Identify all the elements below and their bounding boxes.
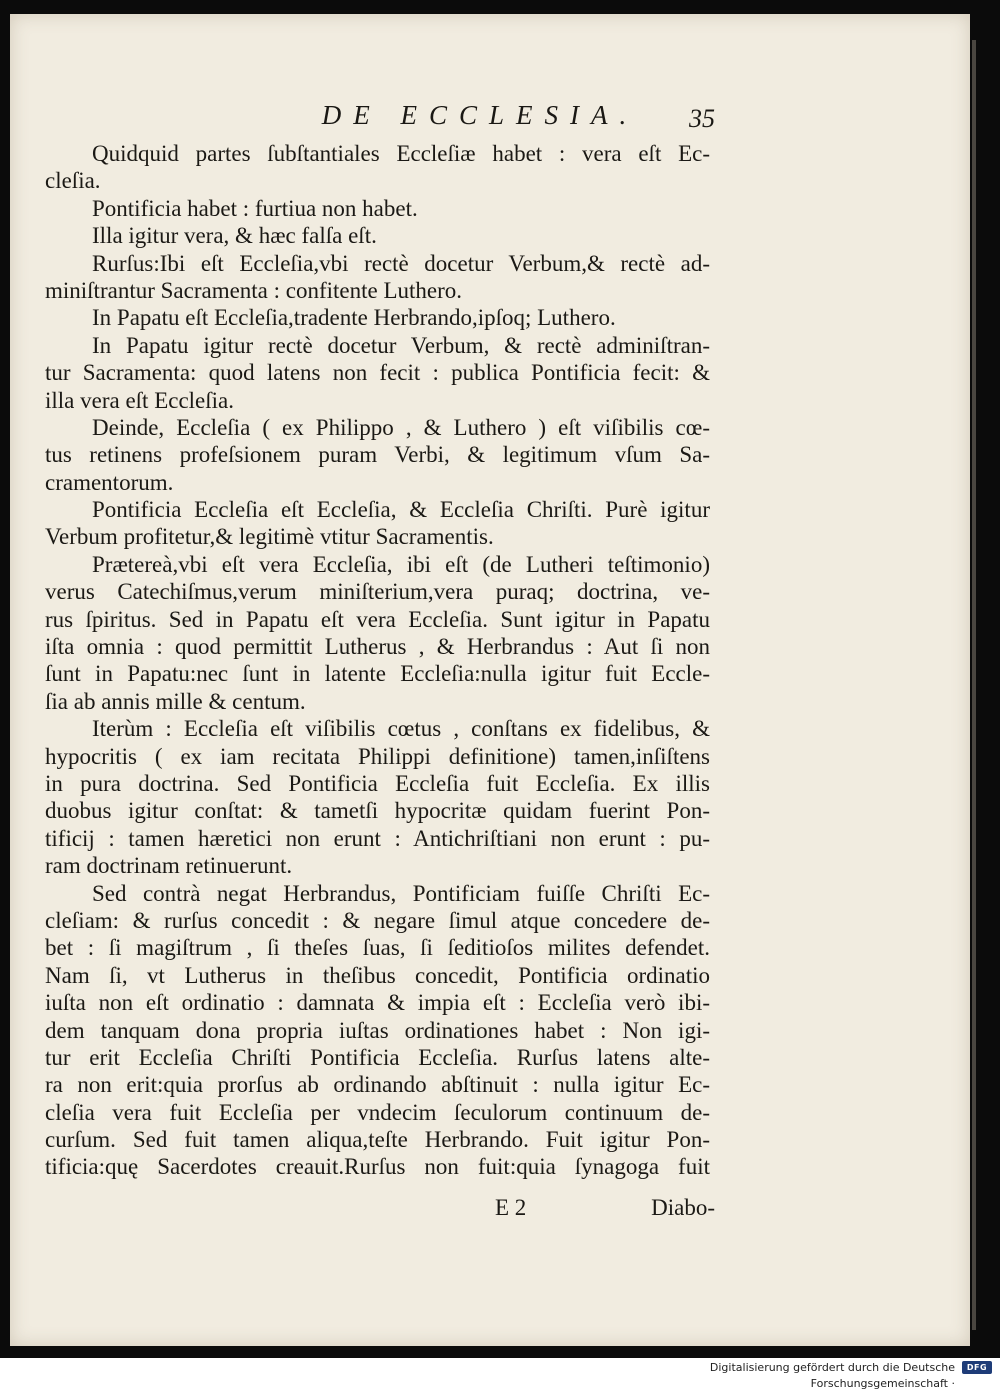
text-line: tus retinens profeſsionem puram Verbi, & legitimum vſum Sa- [45,442,710,468]
text-line: Verbum profitetur,& legitimè vtitur Sacramentis. [45,524,494,550]
text-line: Deinde, Eccleſia ( ex Philippo , & Luthero ) eſt viſibilis cœ- [92,414,710,440]
text-line: bet : ſi magiſtrum , ſi theſes ſuas, ſi ſeditioſos milites defendet. [45,935,710,961]
text-line: In Papatu igitur rectè docetur Verbum, & rectè adminiſtran- [92,332,710,358]
text-line: cleſia vera fuit Eccleſia per vndecim ſeculorum continuum de- [45,1099,710,1125]
text-line: Prætereà,vbi eſt vera Eccleſia, ibi eſt (de Lutheri teſtimonio) [92,551,710,577]
text-line: cleſia. [45,168,101,194]
page-number: 35 [689,104,715,133]
text-line: duobus igitur conſtat: & tametſi hypocritæ quidam fuerint Pon- [45,798,710,824]
text-line: tur Sacramenta: quod latens non fecit : publica Pontificia fecit: & [45,360,710,386]
signature-mark: E 2 [495,1195,527,1220]
text-line: Pontificia habet : furtiua non habet. [92,195,418,221]
text-line: iuſta non eſt ordinatio : damnata & impia eſt : Eccleſia verò ibi- [45,990,710,1016]
text-line: verus Catechiſmus,verum miniſterium,vera puraq; doctrina, ve- [45,579,710,605]
text-line: ram doctrinam retinuerunt. [45,853,293,879]
digitization-credit: Digitalisierung gefördert durch die Deutsche Forschungsgemeinschaft · [709,1361,955,1390]
text-line: curſum. Sed fuit tamen aliqua,teſte Herbrando. Fuit igitur Pon- [45,1127,710,1153]
text-line: rus ſpiritus. Sed in Papatu eſt vera Eccleſia. Sunt igitur in Papatu [45,606,710,632]
text-line: cleſiam: & rurſus concedit : & negare ſimul atque concedere de- [45,907,710,933]
text-line: ſia ab annis mille & centum. [45,688,306,714]
text-line: Quidquid partes ſubſtantiales Eccleſiæ habet : vera eſt Ec- [92,141,710,166]
text-line: ſunt in Papatu:nec ſunt in latente Eccleſia:nulla igitur fuit Eccle- [45,661,710,687]
text-line: in pura doctrina. Sed Pontificia Eccleſia fuit Eccleſia. Ex illis [45,770,710,796]
text-line: illa vera eſt Eccleſia. [45,387,234,413]
text-line: ra non erit:quia prorſus ab ordinando abſtinuit : nulla igitur Ec- [45,1072,710,1098]
text-line: cramentorum. [45,469,174,495]
text-line: miniſtrantur Sacramenta : confitente Luthero. [45,277,463,303]
text-line: tificia:quę Sacerdotes creauit.Rurſus non fuit:quia ſynagoga fuit [45,1154,710,1180]
text-line: Iterùm : Eccleſia eſt viſibilis cœtus , conſtans ex fidelibus, & [92,716,710,742]
text-line: tur erit Eccleſia Chriſti Pontificia Eccleſia. Rurſus latens alte- [45,1044,710,1070]
text-line: tificij : tamen hæretici non erunt : Antichriſtiani non erunt : pu- [45,825,710,851]
text-line: Rurſus:Ibi eſt Eccleſia,vbi rectè docetur Verbum,& rectè ad- [92,250,710,276]
text-line: Illa igitur vera, & hæc falſa eſt. [92,223,377,249]
body-text [45,140,710,1181]
text-line: hypocritis ( ex iam recitata Philippi definitione) tamen,inſiſtens [45,743,710,769]
dfg-logo-text: DFG [966,1363,988,1372]
text-line: dem tanquam dona propria iuſtas ordinationes habet : Non igi- [45,1017,710,1043]
catchword: Diabo- [651,1195,715,1220]
text-line: In Papatu eſt Eccleſia,tradente Herbrando,ipſoq; Luthero. [92,305,616,331]
text-line: Pontificia Eccleſia eſt Eccleſia, & Eccleſia Chriſti. Purè igitur [92,497,710,523]
running-head: DE ECCLESIA. [321,100,639,130]
dfg-logo [962,1361,992,1374]
text-line: Sed contrà negat Herbrandus, Pontificiam fuiſſe Chriſti Ec- [92,880,710,906]
text-line: Nam ſi, vt Lutherus in theſibus concedit, Pontificia ordinatio [45,962,710,988]
page-edge [972,40,976,1330]
text-line: iſta omnia : quod permittit Lutherus , & Herbrandus : Aut ſi non [45,634,710,660]
